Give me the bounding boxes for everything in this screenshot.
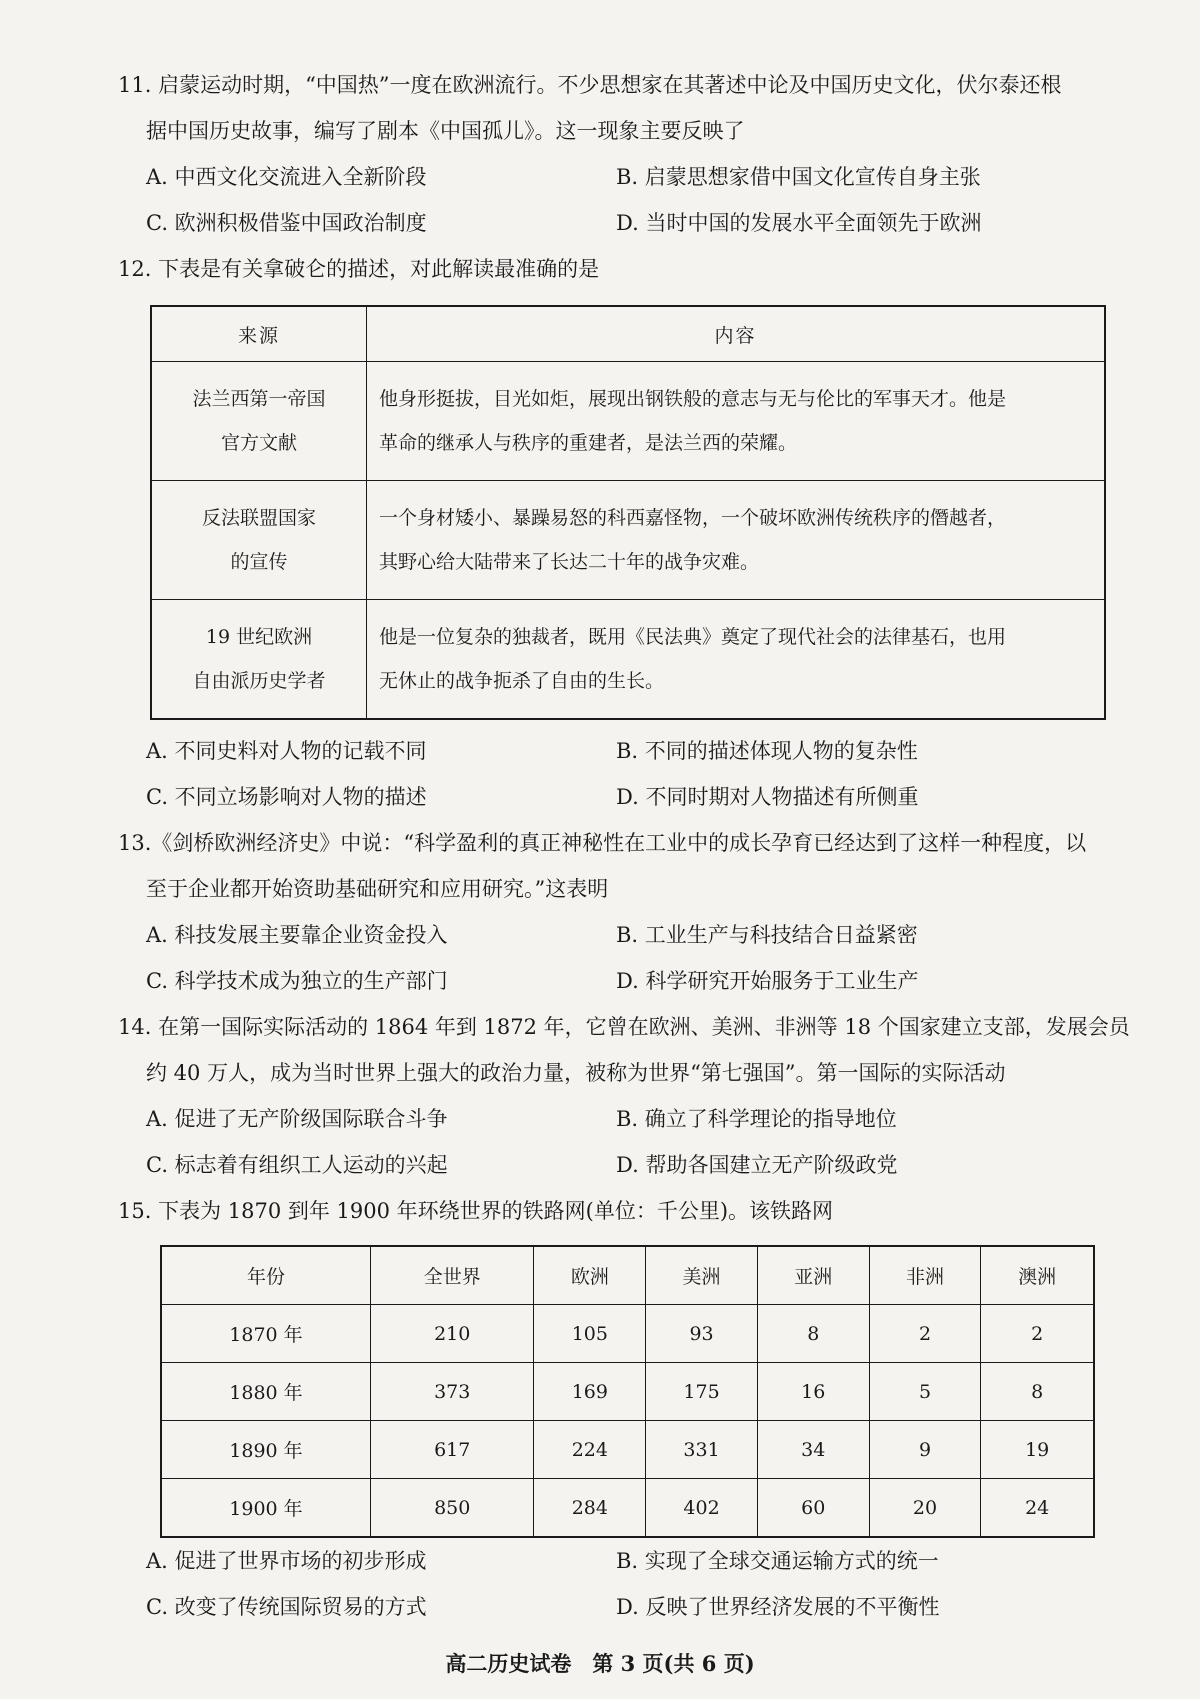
question-11-options [118, 154, 1108, 246]
option-b: B. 确立了科学理论的指导地位 [616, 1107, 897, 1131]
value-cell: 850 [370, 1479, 533, 1538]
header-cell: 全世界 [370, 1246, 533, 1305]
year-cell: 1880 年 [161, 1363, 370, 1421]
question-14 [118, 1004, 1130, 1188]
question-14-stem-line-2: 约 40 万人，成为当时世界上强大的政治力量，被称为世界“第七强国”。第一国际的实际活动 [146, 1061, 1006, 1085]
table-row [161, 1363, 1094, 1421]
table-header-row [151, 306, 1105, 362]
question-12-stem: 12. 下表是有关拿破仑的描述，对此解读最准确的是 [118, 257, 600, 281]
value-cell: 617 [370, 1421, 533, 1479]
value-cell: 2 [869, 1305, 981, 1363]
value-cell: 9 [869, 1421, 981, 1479]
option-c: C. 不同立场影响对人物的描述 [146, 785, 427, 809]
value-cell: 331 [646, 1421, 758, 1479]
question-11 [118, 62, 1108, 246]
option-a: A. 科技发展主要靠企业资金投入 [146, 923, 448, 947]
question-11-stem-line-1: 11. 启蒙运动时期，“中国热”一度在欧洲流行。不少思想家在其著述中论及中国历史文化，伏尔泰还根 [118, 73, 1062, 97]
option-d: D. 帮助各国建立无产阶级政党 [616, 1153, 898, 1177]
option-d: D. 科学研究开始服务于工业生产 [616, 969, 919, 993]
header-source: 来源 [151, 306, 367, 362]
value-cell: 8 [757, 1305, 869, 1363]
content-cell: 他是一位复杂的独裁者，既用《民法典》奠定了现代社会的法律基石，也用 无休止的战争扼杀了自由的生长。 [367, 600, 1106, 720]
value-cell: 169 [534, 1363, 646, 1421]
value-cell: 224 [534, 1421, 646, 1479]
page-footer: 高二历史试卷 第 3 页(共 6 页) [445, 1651, 755, 1676]
question-11-stem-line-2: 据中国历史故事，编写了剧本《中国孤儿》。这一现象主要反映了 [146, 119, 745, 143]
header-cell: 澳洲 [981, 1246, 1094, 1305]
value-cell: 210 [370, 1305, 533, 1363]
value-cell: 34 [757, 1421, 869, 1479]
header-cell: 年份 [161, 1246, 370, 1305]
question-15 [118, 1188, 1108, 1234]
value-cell: 60 [757, 1479, 869, 1538]
question-12 [118, 246, 1108, 292]
question-12-options [118, 728, 1108, 820]
value-cell: 19 [981, 1421, 1094, 1479]
option-b: B. 启蒙思想家借中国文化宣传自身主张 [616, 165, 981, 189]
question-13-options [118, 912, 1108, 1004]
question-13-stem-line-1: 13.《剑桥欧洲经济史》中说：“科学盈利的真正神秘性在工业中的成长孕育已经达到了这样一种程度，以 [118, 831, 1087, 855]
question-13-stem-line-2: 至于企业都开始资助基础研究和应用研究。”这表明 [146, 877, 609, 901]
option-b: B. 工业生产与科技结合日益紧密 [616, 923, 918, 947]
table-row [161, 1479, 1094, 1538]
option-c: C. 欧洲积极借鉴中国政治制度 [146, 211, 427, 235]
option-b: B. 不同的描述体现人物的复杂性 [616, 739, 918, 763]
question-14-stem-line-1: 14. 在第一国际实际活动的 1864 年到 1872 年，它曾在欧洲、美洲、非洲等 18 个国家建立支部，发展会员 [118, 1015, 1130, 1039]
value-cell: 402 [646, 1479, 758, 1538]
option-c: C. 标志着有组织工人运动的兴起 [146, 1153, 448, 1177]
year-cell: 1890 年 [161, 1421, 370, 1479]
content-cell: 他身形挺拔，目光如炬，展现出钢铁般的意志与无与伦比的军事天才。他是 革命的继承人与秩序的重建者，是法兰西的荣耀。 [367, 362, 1106, 481]
table-row [151, 362, 1105, 481]
value-cell: 5 [869, 1363, 981, 1421]
value-cell: 373 [370, 1363, 533, 1421]
question-14-options [118, 1096, 1108, 1188]
source-cell: 反法联盟国家 的宣传 [151, 481, 367, 600]
table-row [151, 600, 1105, 720]
value-cell: 8 [981, 1363, 1094, 1421]
napoleon-description-table [150, 305, 1106, 720]
content-cell: 一个身材矮小、暴躁易怒的科西嘉怪物，一个破坏欧洲传统秩序的僭越者， 其野心给大陆带来了长达二十年的战争灾难。 [367, 481, 1106, 600]
option-a: A. 促进了无产阶级国际联合斗争 [146, 1107, 448, 1131]
table-row [161, 1305, 1094, 1363]
question-15-options [118, 1538, 1108, 1630]
year-cell: 1870 年 [161, 1305, 370, 1363]
value-cell: 93 [646, 1305, 758, 1363]
option-c: C. 科学技术成为独立的生产部门 [146, 969, 448, 993]
table-header-row [161, 1246, 1094, 1305]
railway-network-table [160, 1245, 1095, 1538]
question-13 [118, 820, 1108, 1004]
option-a: A. 不同史料对人物的记载不同 [146, 739, 427, 763]
value-cell: 284 [534, 1479, 646, 1538]
option-d: D. 不同时期对人物描述有所侧重 [616, 785, 919, 809]
value-cell: 20 [869, 1479, 981, 1538]
header-content: 内容 [367, 306, 1106, 362]
value-cell: 2 [981, 1305, 1094, 1363]
header-cell: 非洲 [869, 1246, 981, 1305]
option-c: C. 改变了传统国际贸易的方式 [146, 1595, 427, 1619]
source-cell: 19 世纪欧洲 自由派历史学者 [151, 600, 367, 720]
option-d: D. 反映了世界经济发展的不平衡性 [616, 1595, 940, 1619]
option-a: A. 中西文化交流进入全新阶段 [146, 165, 427, 189]
source-cell: 法兰西第一帝国 官方文献 [151, 362, 367, 481]
option-a: A. 促进了世界市场的初步形成 [146, 1549, 427, 1573]
question-15-stem: 15. 下表为 1870 到年 1900 年环绕世界的铁路网(单位：千公里)。该铁路网 [118, 1199, 834, 1223]
header-cell: 亚洲 [757, 1246, 869, 1305]
option-b: B. 实现了全球交通运输方式的统一 [616, 1549, 939, 1573]
header-cell: 欧洲 [534, 1246, 646, 1305]
option-d: D. 当时中国的发展水平全面领先于欧洲 [616, 211, 982, 235]
header-cell: 美洲 [646, 1246, 758, 1305]
value-cell: 24 [981, 1479, 1094, 1538]
value-cell: 175 [646, 1363, 758, 1421]
table-row [161, 1421, 1094, 1479]
table-row [151, 481, 1105, 600]
value-cell: 16 [757, 1363, 869, 1421]
value-cell: 105 [534, 1305, 646, 1363]
year-cell: 1900 年 [161, 1479, 370, 1538]
